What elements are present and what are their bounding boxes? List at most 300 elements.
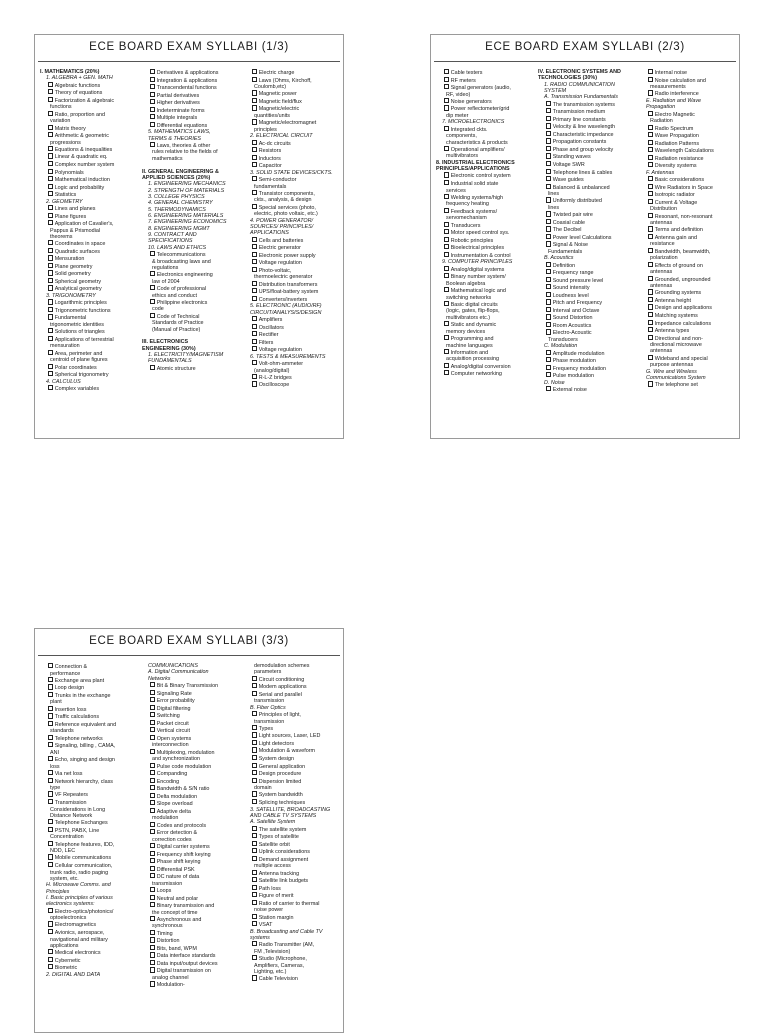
checklist-item: Data interface standards <box>142 952 240 960</box>
item-continuation: ckts., analysis, & design <box>254 197 312 204</box>
item-continuation: antennas <box>650 269 673 276</box>
item-continuation: machine languages <box>446 342 493 349</box>
subsection-heading: Communications System <box>646 375 706 382</box>
checklist-item: Electro Magnetic <box>640 111 738 119</box>
checklist-item: Signaling Rate <box>142 690 240 698</box>
subsection-heading: 7. MICROELECTRONICS <box>442 119 505 126</box>
checklist-item: Oscillators <box>244 324 342 332</box>
checklist-item: Types <box>244 725 342 733</box>
checklist-item: Spherical trigonometry <box>40 371 138 379</box>
checklist-item: Telephone Exchanges <box>40 819 138 827</box>
checklist-item: Wave Propagation <box>640 132 738 140</box>
title-divider <box>38 61 340 62</box>
subsection-heading: 6. ENGINEERING MATERIALS <box>148 212 224 219</box>
section-heading: I. MATHEMATICS (20%) <box>40 69 100 75</box>
checklist-item: Coordinates in space <box>40 240 138 248</box>
item-continuation: system, etc. <box>50 875 79 882</box>
checklist-item: Network hierarchy, class <box>40 778 138 786</box>
checklist-item: Motor speed control sys. <box>436 229 534 237</box>
checklist-item: Ratio, proportion and <box>40 111 138 119</box>
checklist-item: Bits, band, WPM <box>142 945 240 953</box>
checklist-item: Biometric <box>40 964 138 972</box>
checklist-item: Balanced & unbalanced <box>538 184 636 192</box>
checklist-item: Transmission <box>40 799 138 807</box>
item-continuation: purpose antennas <box>650 362 694 369</box>
checklist-item: Effects of ground on <box>640 262 738 270</box>
checklist-item: Codes and protocols <box>142 822 240 830</box>
item-continuation: multiple access <box>254 863 291 870</box>
checklist-item: Velocity & line wavelength <box>538 123 636 131</box>
checklist-item: Operational amplifiers/ <box>436 146 534 154</box>
checklist-item: Open systems <box>142 735 240 743</box>
subsection-heading: 5. MATHEMATICS LAWS, <box>148 129 211 136</box>
item-continuation: demodulation schemes <box>254 663 310 669</box>
checklist-item: Room Acoustics <box>538 322 636 330</box>
subsection-heading: systems <box>250 934 270 941</box>
checklist-item: Light sources, Laser, LED <box>244 732 342 740</box>
subsection-heading: H. Microwave Comms. and <box>46 882 111 889</box>
checklist-item: Power level Calculations <box>538 234 636 242</box>
checklist-item: Mathematical logic and <box>436 287 534 295</box>
checklist-item: Error probability <box>142 697 240 705</box>
checklist-item: Antenna height <box>640 297 738 305</box>
checklist-item: Telephone networks <box>40 735 138 743</box>
checklist-item: Demand assignment <box>244 856 342 864</box>
checklist-item: Electronics engineering <box>142 271 240 279</box>
section-heading: ENGINEERING (30%) <box>142 345 196 352</box>
item-continuation: mathematics <box>152 155 183 162</box>
checklist-item: Programming and <box>436 335 534 343</box>
checklist-item: Loudness level <box>538 292 636 300</box>
checklist-item: UPS/float-battery system <box>244 288 342 296</box>
text-column <box>40 663 138 978</box>
text-column <box>244 663 342 983</box>
checklist-item: Factorization & algebraic <box>40 97 138 105</box>
item-continuation: Standards of Practice <box>152 320 204 327</box>
item-continuation: dip meter <box>446 113 469 119</box>
item-continuation: antennas <box>650 220 673 227</box>
item-continuation: noise power <box>254 907 284 914</box>
checklist-item: Oscilloscope <box>244 381 342 389</box>
page-title: ECE BOARD EXAM SYLLABI (3/3) <box>89 635 289 647</box>
checklist-item: VSAT <box>244 921 342 929</box>
item-continuation: performance <box>50 670 81 677</box>
subsection-heading: 1. ELECTRICITY/MAGNETISM <box>148 352 224 359</box>
checklist-item: Polar coordinates <box>40 364 138 372</box>
checklist-item: Isotropic radiator <box>640 191 738 199</box>
checklist-item: Lines and planes <box>40 205 138 213</box>
checklist-item: Feedback systems/ <box>436 208 534 216</box>
item-continuation: fundamentals <box>254 183 287 190</box>
checklist-item: Amplitude modulation <box>538 350 636 358</box>
subsection-heading: 7. ENGINEERING ECONOMICS <box>148 219 227 226</box>
item-continuation: lines <box>548 191 560 198</box>
checklist-item: Resistors <box>244 147 342 155</box>
item-continuation: applications <box>50 942 79 949</box>
checklist-item: Fundamental <box>40 314 138 322</box>
section-heading: III. ELECTRONICS <box>142 339 189 346</box>
subsection-heading: AND CABLE TV SYSTEMS <box>250 812 317 819</box>
item-continuation: trigonometric identities <box>50 321 104 328</box>
item-continuation: NDD, LEC <box>50 848 76 855</box>
item-continuation: Fundamentals <box>548 248 583 255</box>
subsection-heading: 1. RADIO COMMUNICATION <box>544 81 615 88</box>
checklist-item: DC nature of data <box>142 873 240 881</box>
section-heading: 8. INDUSTRIAL ELECTRONICS <box>436 159 515 166</box>
subsection-heading: CIRCUIT/ANALYSIS/DESIGN <box>250 309 322 316</box>
checklist-item: Radio Spectrum <box>640 125 738 133</box>
section-heading: TECHNOLOGIES (30%) <box>538 75 598 82</box>
checklist-item: Modulation & waveform <box>244 747 342 755</box>
subsection-heading: B. Fiber Optics <box>250 704 286 711</box>
checklist-item: Spherical geometry <box>40 278 138 286</box>
checklist-item: Information and <box>436 349 534 357</box>
checklist-item: Plane figures <box>40 213 138 221</box>
subsection-heading: SYSTEM <box>544 88 567 95</box>
checklist-item: Analytical geometry <box>40 285 138 293</box>
checklist-item: Cellular communication, <box>40 862 138 870</box>
item-continuation: and synchronization <box>152 756 200 763</box>
checklist-item: Robotic principles <box>436 237 534 245</box>
checklist-item: Algebraic functions <box>40 82 138 90</box>
item-continuation: Concentration <box>50 834 84 841</box>
subsection-heading: Propagation <box>646 104 676 111</box>
checklist-item: Distribution transformers <box>244 281 342 289</box>
subsection-heading: 8. ENGINEERING MGMT <box>148 225 210 232</box>
checklist-item: The transmission systems <box>538 101 636 109</box>
checklist-item: Encoding <box>142 778 240 786</box>
checklist-item: Wideband and special <box>640 355 738 363</box>
checklist-item: Capacitor <box>244 162 342 170</box>
item-continuation: optoelectronics <box>50 915 87 922</box>
item-continuation: characteristics & products <box>446 139 508 146</box>
checklist-item: Trunks in the exchange <box>40 692 138 700</box>
checklist-item: Characteristic impedance <box>538 131 636 139</box>
item-continuation: regulations <box>152 264 179 271</box>
checklist-item: Static and dynamic <box>436 321 534 329</box>
item-continuation: type <box>50 785 61 792</box>
checklist-item: Echo, singing and design <box>40 756 138 764</box>
subsection-heading: 3. TRIGONOMETRY <box>46 292 96 299</box>
checklist-item: Polynomials <box>40 169 138 177</box>
checklist-item: Phase shift keying <box>142 858 240 866</box>
checklist-item: Ac-dc circuits <box>244 140 342 148</box>
checklist-item: Vertical circuit <box>142 727 240 735</box>
checklist-item: Applications of terrestrial <box>40 336 138 344</box>
checklist-item: Satellite link budgets <box>244 877 342 885</box>
checklist-item: Directional and non- <box>640 335 738 343</box>
checklist-item: Telecommunications <box>142 251 240 259</box>
checklist-item: Area, perimeter and <box>40 350 138 358</box>
checklist-item: Mobile communications <box>40 854 138 862</box>
subsection-heading: 1. ENGINEERING MECHANICS <box>148 181 226 188</box>
subsection-heading: 2. GEOMETRY <box>46 198 83 205</box>
checklist-item: Mathematical induction <box>40 176 138 184</box>
checklist-item: Wave guides <box>538 176 636 184</box>
subsection-heading: 2. DIGITAL AND DATA <box>46 971 101 978</box>
checklist-item: Higher derivatives <box>142 99 240 107</box>
item-continuation: servomechanism <box>446 215 487 222</box>
checklist-item: Arithmetic & geometric <box>40 132 138 140</box>
subsection-heading: SOURCES/ PRINCIPLES/ <box>250 224 314 230</box>
item-continuation: loss <box>50 763 60 770</box>
subsection-heading: F. Antennas <box>646 169 675 176</box>
subsection-heading: SPECIFICATIONS <box>148 238 193 245</box>
checklist-item: Indeterminate forms <box>142 107 240 115</box>
checklist-item: Medical electronics <box>40 949 138 957</box>
subsection-heading: 3. COLLEGE PHYSICS <box>148 193 205 200</box>
checklist-item: Resonant, non-resonant <box>640 213 738 221</box>
checklist-item: Radio interference <box>640 90 738 98</box>
checklist-item: Noise generators <box>436 98 534 106</box>
item-continuation: theorems <box>50 233 73 240</box>
checklist-item: Slope overload <box>142 800 240 808</box>
checklist-item: Amplifiers <box>244 316 342 324</box>
checklist-item: Voltage regulation <box>244 259 342 267</box>
checklist-item: Industrial solid state <box>436 180 534 188</box>
checklist-item: Design procedure <box>244 770 342 778</box>
checklist-item: Digital transmission on <box>142 967 240 975</box>
item-continuation: services <box>446 187 466 194</box>
checklist-item: Photo-voltaic, <box>244 267 342 275</box>
checklist-item: Filters <box>244 339 342 347</box>
checklist-item: Signal generators (audio, <box>436 84 534 92</box>
checklist-item: Statistics <box>40 191 138 199</box>
checklist-item: Definition <box>538 262 636 270</box>
item-continuation: mensuration <box>50 343 80 350</box>
checklist-item: Signal & Noise <box>538 241 636 249</box>
checklist-item: Matrix theory <box>40 125 138 133</box>
subsection-heading: B. Acoustics <box>544 255 574 262</box>
title-divider <box>434 61 736 62</box>
checklist-item: Electro-Acoustic <box>538 329 636 337</box>
checklist-item: Voltage SWR <box>538 161 636 169</box>
item-continuation: principles <box>254 126 277 133</box>
checklist-item: Semi-conductor <box>244 176 342 184</box>
checklist-item: Terms and definition <box>640 226 738 234</box>
checklist-item: Atomic structure <box>142 365 240 373</box>
checklist-item: Basic digital circuits <box>436 301 534 309</box>
checklist-item: Plane geometry <box>40 263 138 271</box>
checklist-item: Application of Cavalier's, <box>40 220 138 228</box>
checklist-item: Sound Distortion <box>538 314 636 322</box>
item-continuation: memory devices <box>446 328 486 335</box>
checklist-item: Code of professional <box>142 285 240 293</box>
item-continuation: polarization <box>650 255 678 262</box>
checklist-item: Matching systems <box>640 312 738 320</box>
checklist-item: Differential PSK <box>142 866 240 874</box>
checklist-item: Code of Technical <box>142 313 240 321</box>
checklist-item: Equations & inequalities <box>40 146 138 154</box>
item-continuation: resistance <box>650 241 675 248</box>
item-continuation: Pappus & Prismodial <box>50 227 101 234</box>
checklist-item: Twisted pair wire <box>538 211 636 219</box>
text-column <box>40 69 138 392</box>
checklist-item: Electromagnetics <box>40 921 138 929</box>
item-continuation: correction codes <box>152 836 192 843</box>
subsection-heading: C. Modulation <box>544 343 578 350</box>
item-continuation: progressions <box>50 139 81 146</box>
section-heading: PRINCIPLES/APPLICATIONS <box>436 166 510 173</box>
checklist-item: Complex variables <box>40 385 138 393</box>
checklist-item: Linear & quadratic eq. <box>40 153 138 161</box>
checklist-item: Derivatives & applications <box>142 69 240 77</box>
checklist-item: Noise calculation and <box>640 77 738 85</box>
checklist-item: Electric generator <box>244 244 342 252</box>
item-continuation: transmission <box>254 718 285 725</box>
checklist-item: Rectifier <box>244 331 342 339</box>
checklist-item: Serial and parallel <box>244 691 342 699</box>
subsection-heading: Networks <box>148 675 171 682</box>
checklist-item: Converters/inverters <box>244 296 342 304</box>
checklist-item: Ratio of carrier to thermal <box>244 900 342 908</box>
checklist-item: Station margin <box>244 914 342 922</box>
syllabus-page-2 <box>430 34 740 439</box>
item-continuation: plant <box>50 699 62 706</box>
checklist-item: Modem applications <box>244 683 342 691</box>
checklist-item: Integrated ckts. <box>436 126 534 134</box>
checklist-item: Insertion loss <box>40 706 138 714</box>
checklist-item: Bandwidth, beamwidth, <box>640 248 738 256</box>
checklist-item: Sound pressure level <box>538 277 636 285</box>
item-continuation: Boolean algebra <box>446 280 486 287</box>
checklist-item: Analog/digital conversion <box>436 363 534 371</box>
checklist-item: Magnetic field/flux <box>244 98 342 106</box>
checklist-item: Internal noise <box>640 69 738 77</box>
checklist-item: Impedance calculations <box>640 320 738 328</box>
checklist-item: Connection & <box>40 663 138 671</box>
item-continuation: the concept of time <box>152 909 198 916</box>
checklist-item: Phase modulation <box>538 357 636 365</box>
checklist-item: Dispersion limited <box>244 778 342 786</box>
checklist-item: Distortion <box>142 937 240 945</box>
text-column <box>244 69 342 389</box>
section-heading: IV. ELECTRONIC SYSTEMS AND <box>538 69 621 75</box>
checklist-item: Logic and probability <box>40 184 138 192</box>
checklist-item: Sound intensity <box>538 284 636 292</box>
subsection-heading: E. Radiation and Wave <box>646 97 702 104</box>
section-heading: II. GENERAL ENGINEERING & <box>142 168 219 175</box>
text-column <box>538 69 636 394</box>
item-continuation: Distance Network <box>50 812 93 819</box>
item-continuation: lines <box>548 204 560 211</box>
checklist-item: Mensuration <box>40 255 138 263</box>
checklist-item: Transcendental functions <box>142 84 240 92</box>
checklist-item: Standing waves <box>538 153 636 161</box>
checklist-item: Delta modulation <box>142 793 240 801</box>
checklist-item: Exchange area plant <box>40 677 138 685</box>
subsection-heading: 6. TESTS & MEASUREMENTS <box>250 353 326 360</box>
item-continuation: multivibrators etc.) <box>446 314 491 321</box>
item-continuation: FM ,Television) <box>254 948 291 955</box>
checklist-item: Antenna types <box>640 327 738 335</box>
checklist-item: Signaling, billing , CAMA, <box>40 742 138 750</box>
checklist-item: Interval and Octave <box>538 307 636 315</box>
item-continuation: functions <box>50 104 72 111</box>
checklist-item: Loops <box>142 887 240 895</box>
checklist-item: Studio (Microphone, <box>244 955 342 963</box>
item-continuation: navigational and military <box>50 936 108 943</box>
checklist-item: Cable Television <box>244 975 342 983</box>
subsection-heading: 2. STRENGTH OF MATERIALS <box>148 187 225 194</box>
checklist-item: Switching <box>142 712 240 720</box>
item-continuation: Amplifiers, Cameras, <box>254 962 305 969</box>
checklist-item: Magnetic/electromagnet <box>244 119 342 127</box>
checklist-item: Uniformly distributed <box>538 197 636 205</box>
checklist-item: Wavelength Calculations <box>640 147 738 155</box>
syllabus-page-3 <box>34 628 344 1033</box>
checklist-item: Pitch and Frequency <box>538 299 636 307</box>
subsection-heading: APPLICATIONS <box>250 230 289 237</box>
section-heading: APPLIED SCIENCES (20%) <box>142 174 211 181</box>
checklist-item: Logarithmic principles <box>40 299 138 307</box>
subsection-heading: COMMUNICATIONS <box>148 663 198 669</box>
checklist-item: Basic considerations <box>640 176 738 184</box>
checklist-item: R-L-Z bridges <box>244 374 342 382</box>
item-continuation: Considerations in Long <box>50 806 106 813</box>
item-continuation: transmission <box>152 880 183 887</box>
checklist-item: Laws, theories & other <box>142 142 240 150</box>
title-divider <box>38 655 340 656</box>
subsection-heading: TERMS & THEORIES <box>148 135 202 142</box>
checklist-item: System bandwidth <box>244 791 342 799</box>
subsection-heading: 4. POWER GENERATOR/ <box>250 217 313 224</box>
checklist-item: Error detection & <box>142 829 240 837</box>
text-column <box>640 69 738 389</box>
checklist-item: Bit & Binary Transmission <box>142 682 240 690</box>
checklist-item: Pulse modulation <box>538 372 636 380</box>
checklist-item: Transmission medium <box>538 108 636 116</box>
checklist-item: Diversity systems <box>640 162 738 170</box>
checklist-item: Electro-optics/photonics/ <box>40 908 138 916</box>
checklist-item: Figure of merit <box>244 892 342 900</box>
text-column <box>142 663 240 989</box>
checklist-item: Coaxial cable <box>538 219 636 227</box>
item-continuation: transmission <box>254 698 285 705</box>
checklist-item: RF meters <box>436 77 534 85</box>
checklist-item: The Decibel <box>538 226 636 234</box>
item-continuation: Transducers <box>548 336 578 343</box>
subsection-heading: 9. COMPUTER PRINCIPLES <box>442 259 513 266</box>
checklist-item: Packet circuit <box>142 720 240 728</box>
checklist-item: Magnetic/electric <box>244 105 342 113</box>
subsection-heading: G. Wire and Wireless <box>646 368 697 375</box>
item-continuation: interconnection <box>152 742 189 749</box>
checklist-item: Digital carrier systems <box>142 843 240 851</box>
item-continuation: rules relative to the fields of <box>152 149 218 156</box>
item-continuation: code <box>152 306 164 313</box>
checklist-item: Welding systems/high <box>436 194 534 202</box>
checklist-item: Traffic calculations <box>40 713 138 721</box>
checklist-item: Theory of equations <box>40 89 138 97</box>
item-continuation: & broadcasting laws and <box>152 258 211 265</box>
item-continuation: switching networks <box>446 294 492 301</box>
text-column <box>142 69 240 372</box>
checklist-item: Reference equivalent and <box>40 721 138 729</box>
subsection-heading: B. Broadcasting and Cable TV <box>250 928 323 935</box>
subsection-heading: 1. ALGEBRA + GEN. MATH <box>46 75 113 82</box>
item-continuation: measurements <box>650 84 686 91</box>
item-continuation: acquisition processing <box>446 356 500 363</box>
checklist-item: Multiple integrals <box>142 114 240 122</box>
item-continuation: analog channel <box>152 974 189 981</box>
checklist-item: Radiation Patterns <box>640 140 738 148</box>
checklist-item: Analog/digital systems <box>436 266 534 274</box>
item-continuation: Coulomb,etc) <box>254 84 287 91</box>
item-continuation: quantities/units <box>254 113 290 119</box>
checklist-item: Propagation constants <box>538 138 636 146</box>
item-continuation: synchronous <box>152 923 183 930</box>
